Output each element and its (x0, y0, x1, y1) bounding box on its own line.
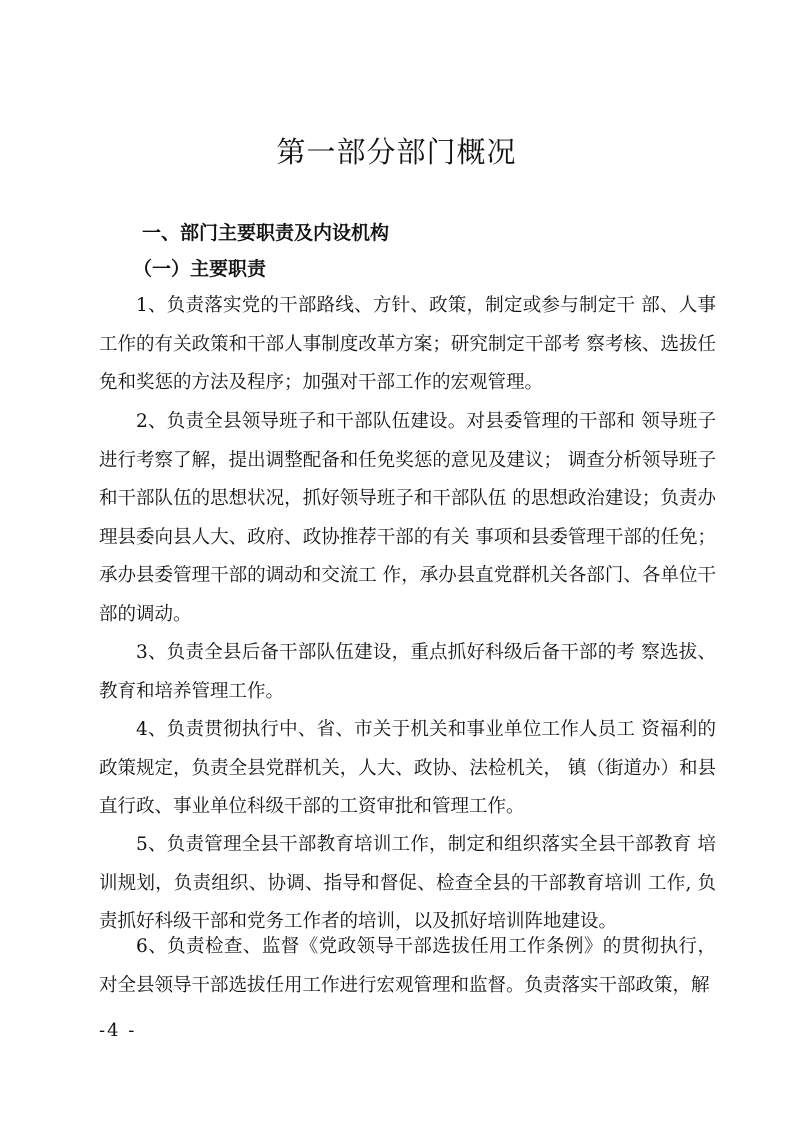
page-number: -4 - (99, 1020, 137, 1041)
page-title: 第一部分部门概况 (276, 135, 517, 169)
paragraph-duty-1: 1、负责落实党的干部路线、方针、政策，制定或参与制定干 部、人事工作的有关政策和干部人事制度改革方案；研究制定干部考 察考核、选拔任免和奖惩的方法及程序；加强对干部工作的宏观管理。 (99, 295, 716, 393)
paragraph-duty-4: 4、负责贯彻执行中、省、市关于机关和事业单位工作人员工 资福利的政策规定，负责全县党群机关，人大、政协、法检机关， 镇（街道办）和县直行政、事业单位科级干部的工资审批和管理工作。 (99, 719, 716, 817)
paragraph-duty-5: 5、负责管理全县干部教育培训工作，制定和组织落实全县干部教育 培训规划，负责组织、协调、指导和督促、检查全县的干部教育培训 工作, 负责抓好科级干部和党务工作者的培训，以及抓好培训阵地建设。 (99, 834, 716, 932)
paragraph-duty-3: 3、负责全县后备干部队伍建设，重点抓好科级后备干部的考 察选拔、教育和培养管理工作。 (99, 642, 716, 702)
paragraph-duty-2: 2、负责全县领导班子和干部队伍建设。对县委管理的干部和 领导班子进行考察了解，提出调整配备和任免奖惩的意见及建议； 调查分析领导班子和干部队伍的思想状况，抓好领导班子和干部队伍 的思想政治建设；负责办理县委向县人大、政府、政协推荐干部的有关 事项和县委管理干部的任免；承办县委管理干部的调动和交流工 作，承办县直党群机关各部门、各单位干部的调动。 (99, 411, 716, 625)
section-heading: 一、部门主要职责及内设机构 (142, 222, 390, 244)
subsection-heading: （一）主要职责 (133, 258, 267, 280)
paragraph-duty-6: 6、负责检查、监督《党政领导干部选拔任用工作条例》的贯彻执行，对全县领导干部选拔任用工作进行宏观管理和监督。负责落实干部政策，解 (99, 936, 716, 996)
